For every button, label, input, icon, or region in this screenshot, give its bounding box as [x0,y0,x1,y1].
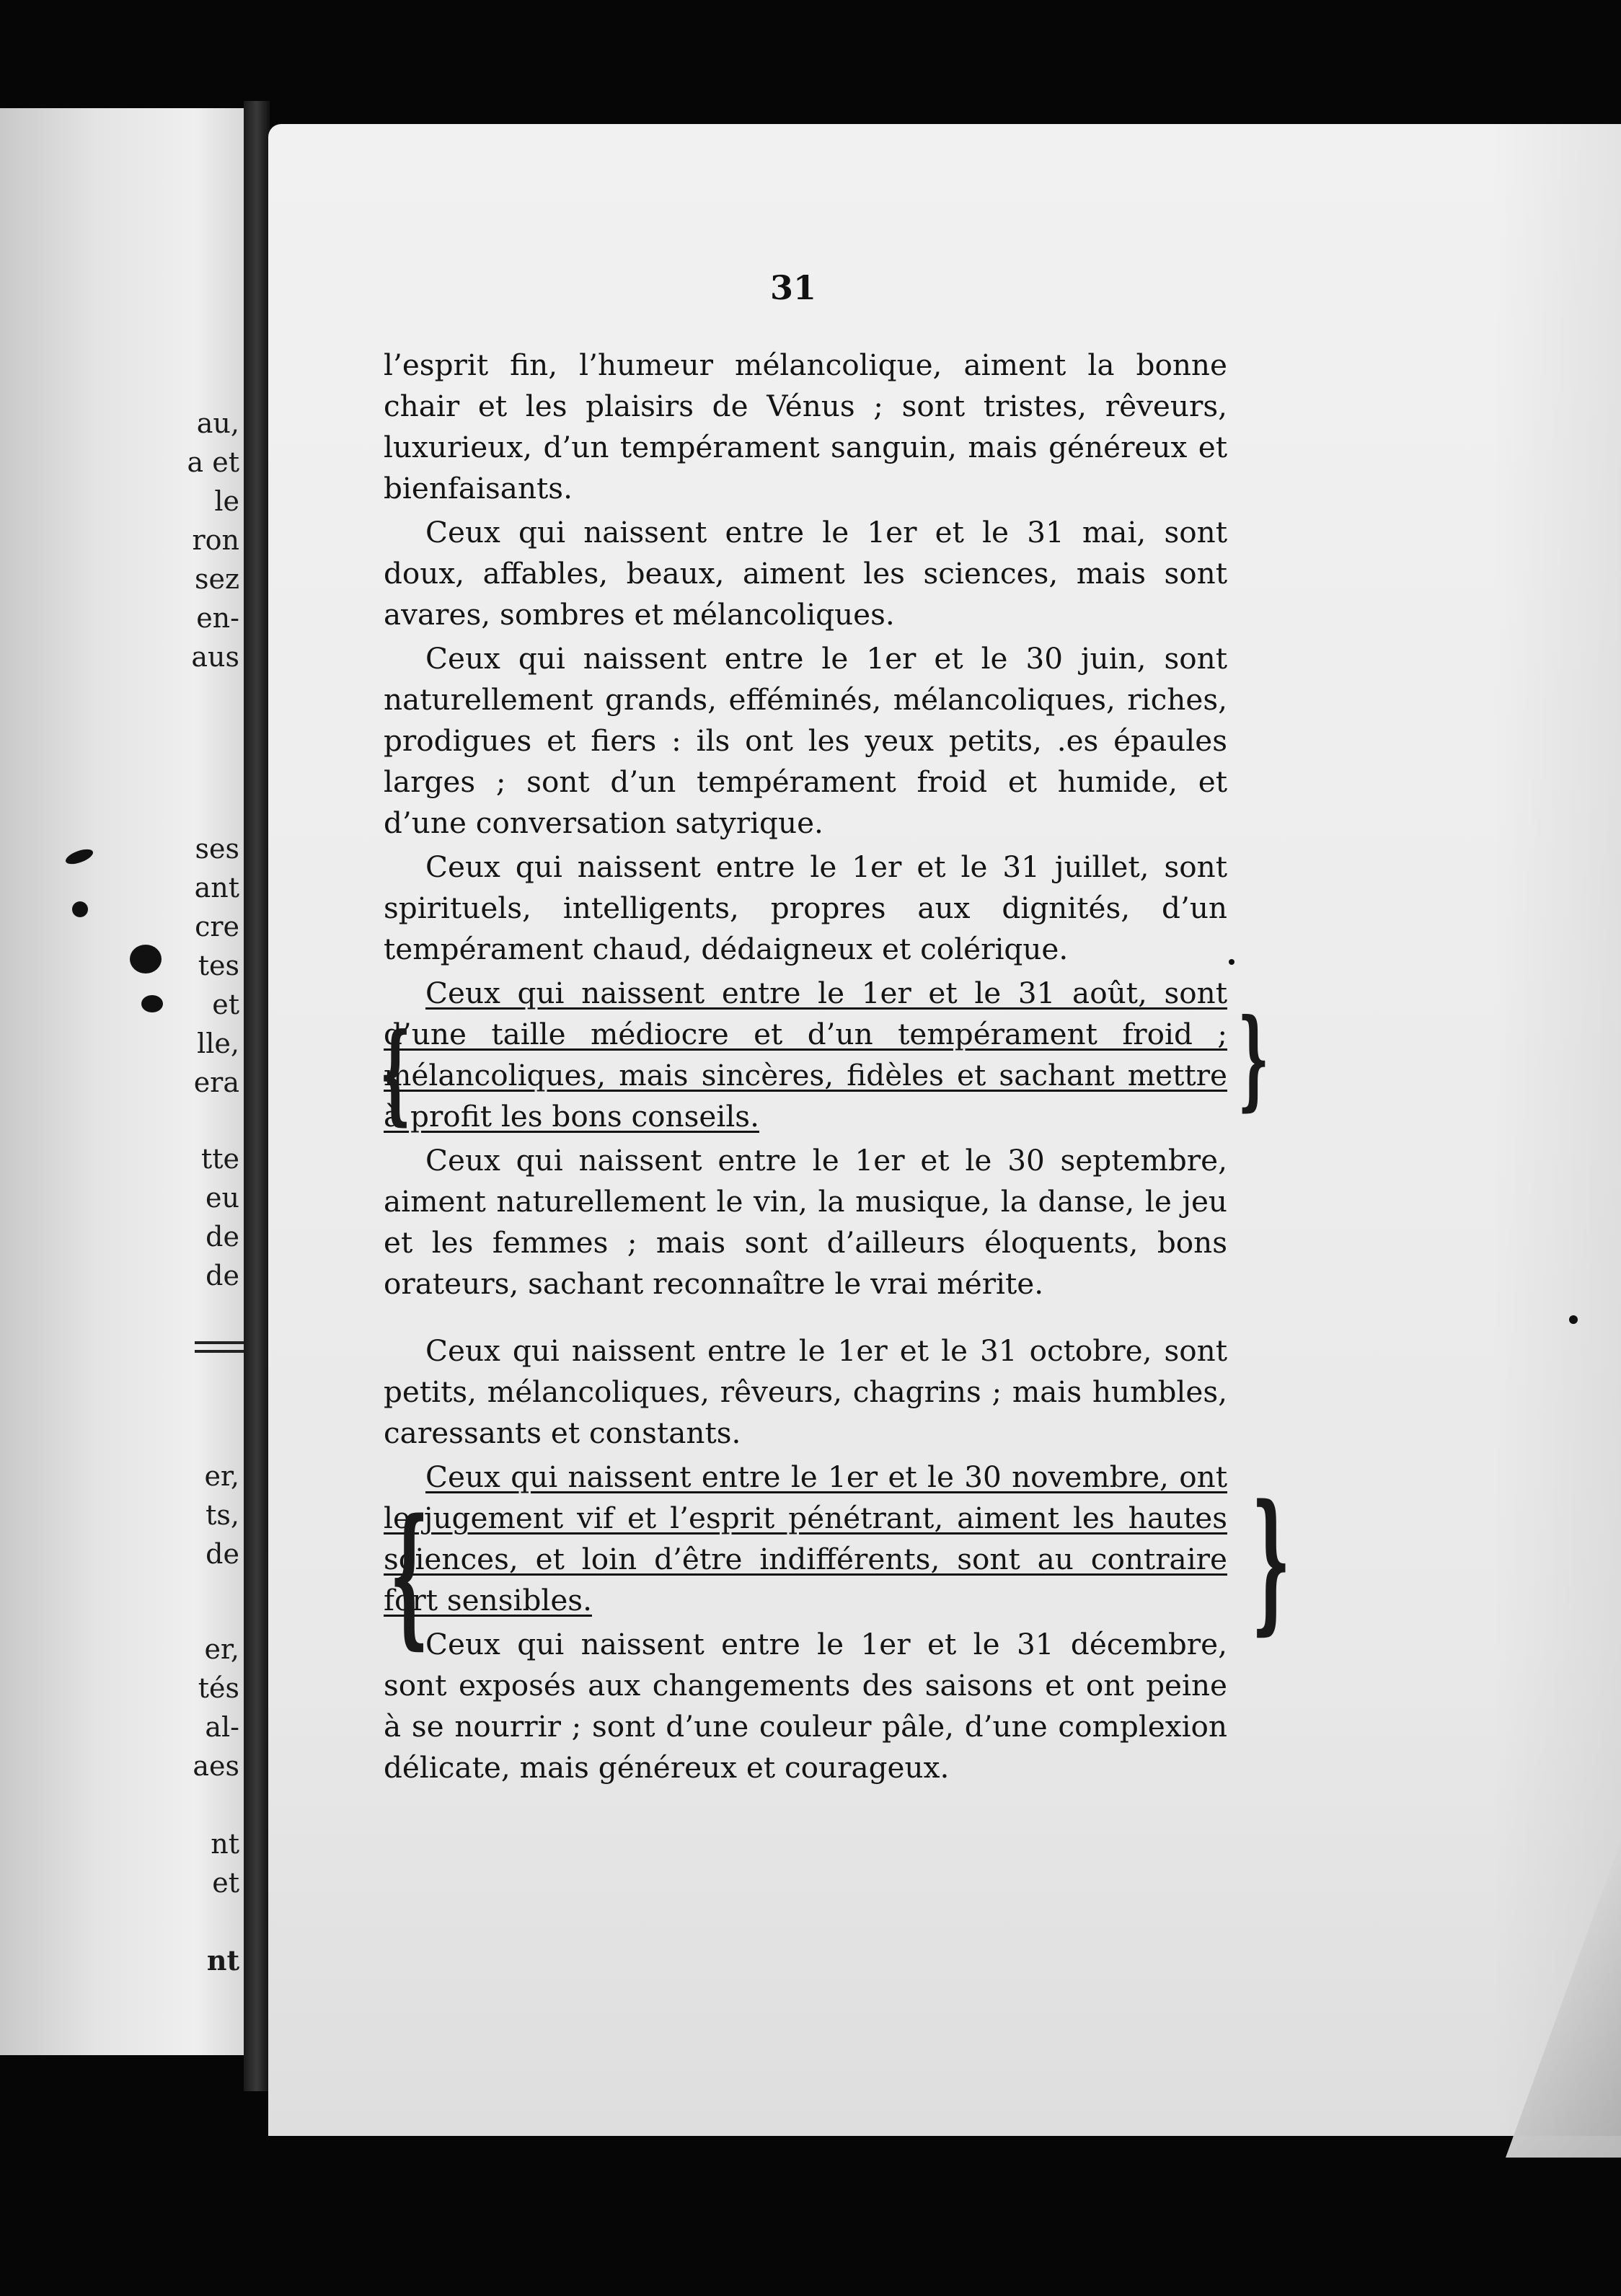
left-page-fragment: al- [205,1711,239,1743]
left-page-fragment: le [214,485,239,517]
left-page-fragment: de [206,1221,239,1253]
left-page-fragment-block [1,1139,244,1295]
handwritten-bracket-left: { [389,1485,429,1664]
page-body [384,345,1227,1791]
left-page-fragment: ts, [206,1499,239,1531]
left-page-fragment: er, [204,1460,239,1492]
left-page-fragment: de [206,1538,239,1570]
left-page-fragment: en- [196,602,239,634]
left-page-fragment: aus [191,641,239,673]
left-page-rule-line [195,1341,244,1344]
left-facing-page [0,108,244,2055]
left-page-fragment: ant [194,872,239,904]
left-page-fragment: eu [206,1182,239,1214]
ink-smudge [130,945,162,973]
left-page-fragment: er, [204,1633,239,1665]
paragraph: Ceux qui naissent entre le 1er et le 30 juin, sont naturellement grands, efféminés, mélancoliques, riches, prodigues et fiers : ils ont les yeux petits, .es épaules larges ; sont d’un tempérament froid et humide, et d’une conversation satyrique. [384,641,1227,840]
handwritten-bracket-right: } [1237,995,1269,1122]
left-page-fragment: ron [192,524,239,556]
paragraph: l’esprit fin, l’humeur mélancolique, aiment la bonne chair et les plaisirs de Vénus ; sont tristes, rêveurs, luxurieux, d’un tempérament sanguin, mais généreux et bienfaisants. [384,348,1227,505]
left-page-fragment-block [1,829,244,1102]
left-page-fragment: nt [211,1828,239,1860]
page-curl [1506,1840,1621,2158]
left-page-fragment: cre [195,911,239,942]
left-page-fragment: et [212,1867,239,1899]
left-page-fragment: nt [206,1944,239,1977]
paragraph: Ceux qui naissent entre le 1er et le 31 décembre, sont exposés aux changements des saisons et ont peine à se nourrir ; sont d’une couleur pâle, d’une complexion délicate, mais généreux et courageux. [384,1627,1227,1785]
left-page-fragment: a et [187,446,239,478]
paragraph: Ceux qui naissent entre le 1er et le 31 mai, sont doux, affables, beaux, aiment les sciences, mais sont avares, sombres et mélancoliques. [384,515,1227,632]
left-page-fragment: sez [194,563,239,595]
ink-smudge [72,901,88,917]
left-page-fragment-block [1,1630,244,1785]
left-page-fragment: aes [193,1750,239,1782]
ink-speck [1229,959,1234,965]
handwritten-bracket-right: } [1251,1471,1291,1649]
paragraph-marked-august: Ceux qui naissent entre le 1er et le 31 août, sont d’une taille médiocre et d’un tempérament froid ; mélancoliques, mais sincères, fidèles et sachant mettre à profit les bons conseils. [384,976,1227,1134]
left-page-fragment: de [206,1260,239,1292]
left-page-fragment: tés [198,1672,239,1704]
left-page-fragment: tte [200,1143,239,1175]
left-page-fragment: tes [198,950,239,981]
left-page-fragment-block [1,404,244,676]
page-number: 31 [770,268,817,307]
paragraph: Ceux qui naissent entre le 1er et le 30 septembre, aiment naturellement le vin, la musique, la danse, le jeu et les femmes ; mais sont d’ailleurs éloquents, bons orateurs, sachant reconnaître le vrai mérite. [384,1143,1227,1301]
left-page-fragment: ses [195,833,239,865]
paragraph-marked-november: Ceux qui naissent entre le 1er et le 30 novembre, ont le jugement vif et l’esprit pénétrant, aiment les hautes sciences, et loin d’être indifférents, sont au contraire fort sensibles. [384,1460,1227,1617]
left-page-fragment-block [1,1457,244,1573]
ink-speck [1569,1315,1578,1324]
ink-smudge [141,995,163,1012]
left-page-fragment: et [212,989,239,1020]
left-page-fragment-block [1,1824,244,1980]
left-page-rule-line [195,1350,244,1353]
paragraph: Ceux qui naissent entre le 1er et le 31 juillet, sont spirituels, intelligents, propres aux dignités, d’un tempérament chaud, dédaigneux et colérique. [384,849,1227,966]
handwritten-bracket-left: { [379,1010,411,1136]
left-page-fragment: au, [196,407,239,439]
left-page-fragment [1,1902,239,1941]
left-page-fragment: lle, [197,1028,239,1059]
paragraph: Ceux qui naissent entre le 1er et le 31 octobre, sont petits, mélancoliques, rêveurs, chagrins ; mais humbles, caressants et constants. [384,1333,1227,1450]
book-gutter [244,101,270,2091]
left-page-fragment: era [193,1067,239,1098]
